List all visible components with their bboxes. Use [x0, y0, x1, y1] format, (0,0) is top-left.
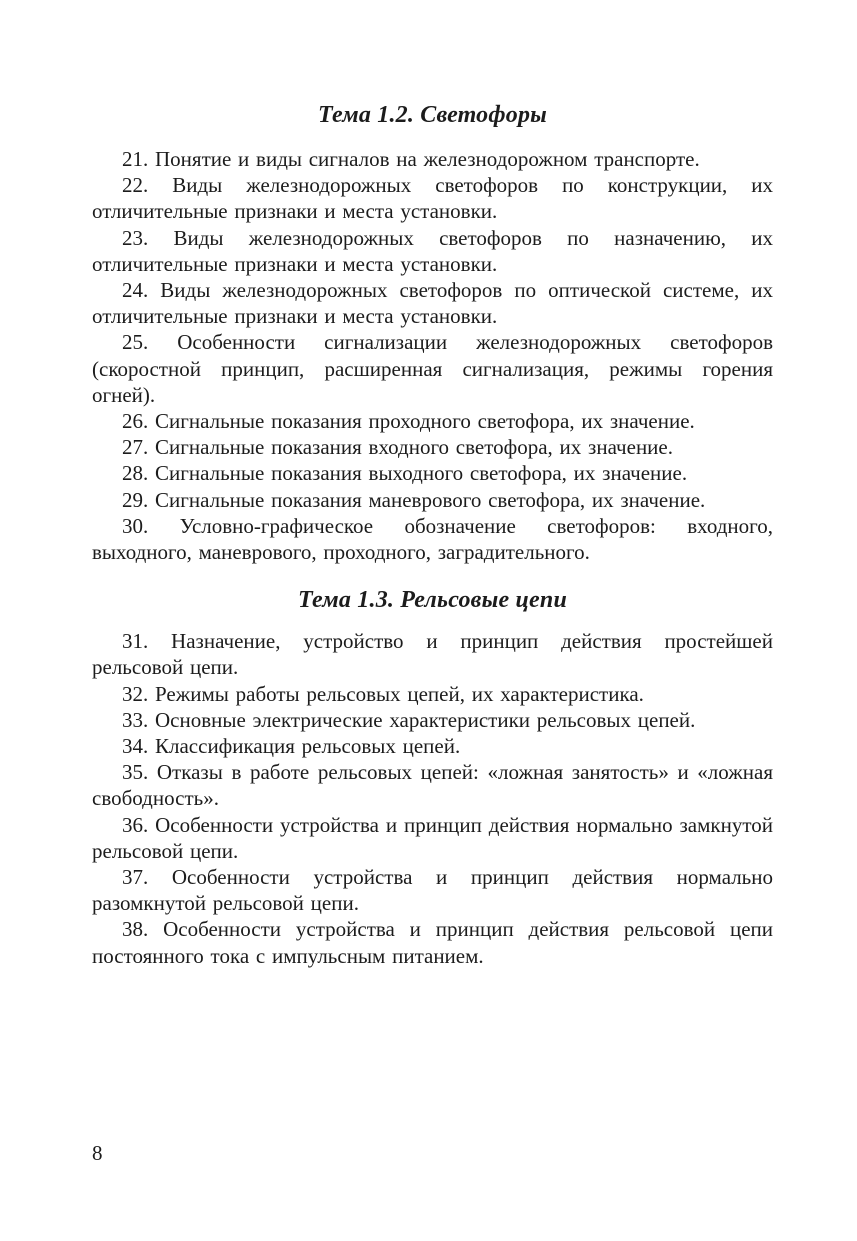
- topic-item-32: 32. Режимы работы рельсовых цепей, их характеристика.: [122, 681, 644, 706]
- topic-item-29: 29. Сигнальные показания маневрового светофора, их значение.: [122, 487, 706, 512]
- topic-item-24: 24. Виды железнодорожных светофоров по оптической системе, их отличительные признаки и места установки.: [92, 278, 773, 329]
- topic-item-34: 34. Классификация рельсовых цепей.: [122, 734, 461, 759]
- section-heading-1.3: Тема 1.3. Рельсовые цепи: [298, 587, 567, 614]
- page-number: 8: [92, 1141, 103, 1165]
- topic-item-35: 35. Отказы в работе рельсовых цепей: «ложная занятость» и «ложная свободность».: [92, 760, 773, 811]
- topic-item-22: 22. Виды железнодорожных светофоров по конструкции, их отличительные признаки и места установки.: [92, 173, 773, 224]
- topic-item-21: 21. Понятие и виды сигналов на железнодорожном транспорте.: [122, 147, 700, 171]
- topic-item-27: 27. Сигнальные показания входного светофора, их значение.: [122, 435, 673, 460]
- topic-item-33: 33. Основные электрические характеристики рельсовых цепей.: [122, 707, 696, 732]
- topic-item-23: 23. Виды железнодорожных светофоров по назначению, их отличительные признаки и места установки.: [92, 225, 773, 276]
- topic-item-28: 28. Сигнальные показания выходного светофора, их значение.: [122, 461, 688, 486]
- page-content: [92, 100, 773, 969]
- topic-item-36: 36. Особенности устройства и принцип действия нормально замкнутой рельсовой цепи.: [92, 812, 773, 863]
- topic-item-26: 26. Сигнальные показания проходного светофора, их значение.: [122, 409, 695, 434]
- topic-item-37: 37. Особенности устройства и принцип действия нормально разомкнутой рельсовой цепи.: [92, 865, 773, 916]
- section-heading-1.2: Тема 1.2. Светофоры: [317, 102, 548, 128]
- topic-item-38: 38. Особенности устройства и принцип действия рельсовой цепи постоянного тока с импульсным питанием.: [92, 917, 773, 968]
- topic-item-30: 30. Условно-графическое обозначение светофоров: входного, выходного, маневрового, проходного, заградительного.: [92, 513, 773, 565]
- topic-item-31: 31. Назначение, устройство и принцип действия простейшей рельсовой цепи.: [92, 629, 773, 680]
- topic-item-25: 25. Особенности сигнализации железнодорожных светофоров (скоростной принцип, расширенная сигнализация, режимы горения огней).: [92, 330, 773, 407]
